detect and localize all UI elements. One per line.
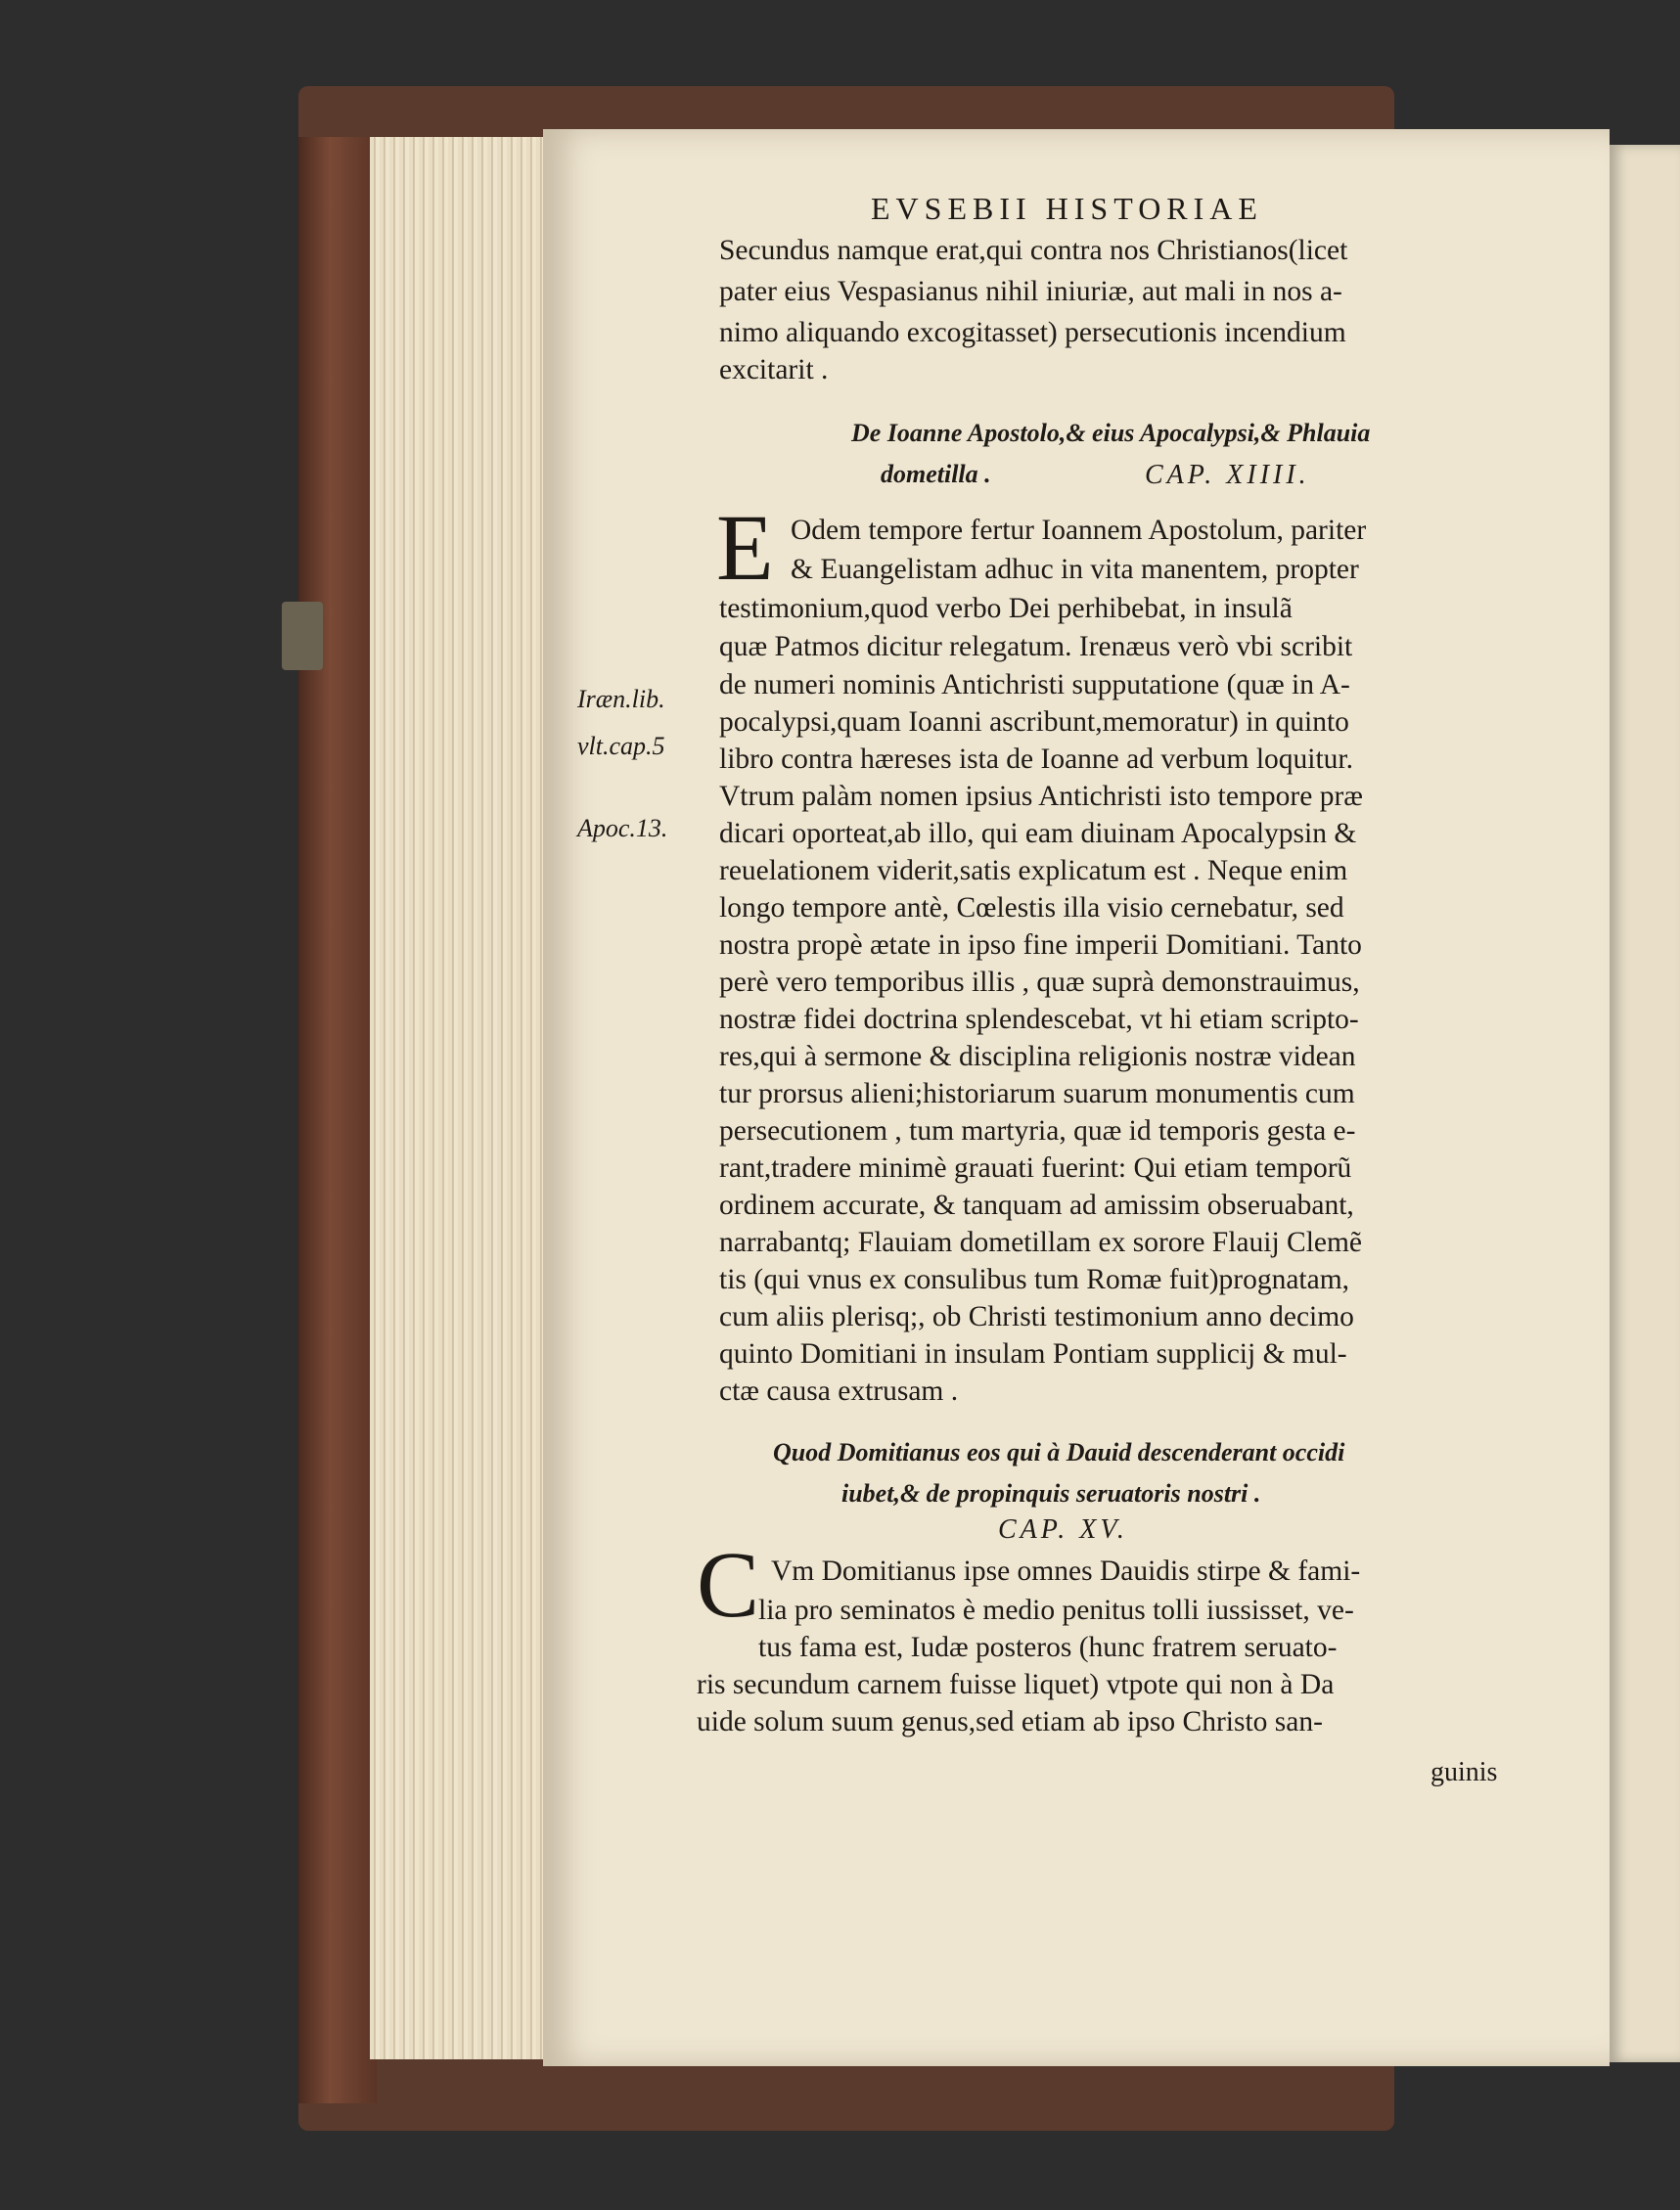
para1-line: Secundus namque erat,qui contra nos Christianos(licet [719, 235, 1348, 266]
facing-page-edge [1610, 145, 1680, 2062]
clasp [282, 602, 323, 670]
para2-line: nostra propè ætate in ipso fine imperii Domitiani. Tanto [719, 929, 1362, 961]
para3-line: tus fama est, Iudæ posteros (hunc fratrem seruato- [758, 1632, 1338, 1663]
para2-line: testimonium,quod verbo Dei perhibebat, in insulã [719, 593, 1293, 624]
para2-line: Vtrum palàm nomen ipsius Antichristi isto tempore præ [719, 781, 1363, 812]
marginal-note: vlt.cap.5 [577, 732, 665, 760]
marginal-note: Apoc.13. [577, 814, 668, 842]
chapter15-cap-label: CAP. XV. [998, 1514, 1128, 1545]
para3-line: ris secundum carnem fuisse liquet) vtpote qui non à Da [697, 1669, 1335, 1700]
para2-line: tur prorsus alieni;historiarum suarum monumentis cum [719, 1078, 1355, 1109]
para2-line: libro contra hæreses ista de Ioanne ad verbum loquitur. [719, 744, 1354, 775]
para2-line: ctæ causa extrusam . [719, 1376, 959, 1407]
para2-line: quinto Domitiani in insulam Pontiam supplicij & mul- [719, 1338, 1347, 1370]
para2-line: reuelationem viderit,satis explicatum est . Neque enim [719, 855, 1348, 886]
para2-line: dicari oporteat,ab illo, qui eam diuinam Apocalypsin & [719, 818, 1357, 849]
book-spine [298, 137, 377, 2103]
para2-line: & Euangelistam adhuc in vita manentem, propter [791, 554, 1359, 585]
page-edges [370, 137, 551, 2059]
dropcap-e: E [716, 495, 774, 600]
para3-line: lia pro seminatos è medio penitus tolli iussisset, ve- [758, 1595, 1354, 1626]
chapter15-heading: Quod Domitianus eos qui à Dauid descenderant occidi [773, 1438, 1345, 1466]
para3-line: Vm Domitianus ipse omnes Dauidis stirpe & fami- [771, 1556, 1361, 1587]
para2-line: rant,tradere minimè grauati fuerint: Qui etiam temporũ [719, 1152, 1352, 1184]
catchword: guinis [1430, 1757, 1498, 1787]
marginal-note: Iræn.lib. [577, 685, 665, 713]
para3-line: uide solum suum genus,sed etiam ab ipso Christo san- [697, 1706, 1323, 1737]
para2-line: cum aliis plerisq;, ob Christi testimonium anno decimo [719, 1301, 1354, 1332]
para2-line: Odem tempore fertur Ioannem Apostolum, pariter [791, 515, 1367, 546]
para2-line: perè vero temporibus illis , quæ suprà demonstrauimus, [719, 967, 1360, 998]
para2-line: longo tempore antè, Cœlestis illa visio cernebatur, sed [719, 892, 1344, 924]
para2-line: persecutionem , tum martyria, quæ id temporis gesta e- [719, 1115, 1356, 1147]
para2-line: nostræ fidei doctrina splendescebat, vt hi etiam scripto- [719, 1004, 1359, 1035]
para1-line: nimo aliquando excogitasset) persecutionis incendium [719, 317, 1346, 348]
chapter14-heading-cont: dometilla . [881, 460, 991, 488]
chapter14-heading: De Ioanne Apostolo,& eius Apocalypsi,& Phlauia [851, 419, 1371, 447]
para2-line: quæ Patmos dicitur relegatum. Irenæus verò vbi scribit [719, 631, 1353, 662]
para2-line: de numeri nominis Antichristi supputatione (quæ in A- [719, 669, 1350, 700]
chapter15-heading-cont: iubet,& de propinquis seruatoris nostri . [841, 1479, 1261, 1508]
para2-line: pocalypsi,quam Ioanni ascribunt,memoratur) in quinto [719, 706, 1349, 738]
chapter14-cap-label: CAP. XIIII. [1145, 460, 1310, 490]
para1-line: pater eius Vespasianus nihil iniuriæ, aut mali in nos a- [719, 276, 1342, 307]
para2-line: tis (qui vnus ex consulibus tum Romæ fuit)prognatam, [719, 1264, 1350, 1295]
para2-line: res,qui à sermone & disciplina religionis nostræ videan [719, 1041, 1356, 1072]
para2-line: ordinem accurate, & tanquam ad amissim obseruabant, [719, 1190, 1354, 1221]
para1-line: excitarit . [719, 354, 829, 385]
running-head: EVSEBII HISTORIAE [871, 191, 1263, 226]
para2-line: narrabantq; Flauiam dometillam ex sorore Flauij Clemẽ [719, 1227, 1363, 1258]
dropcap-c: C [697, 1532, 760, 1637]
